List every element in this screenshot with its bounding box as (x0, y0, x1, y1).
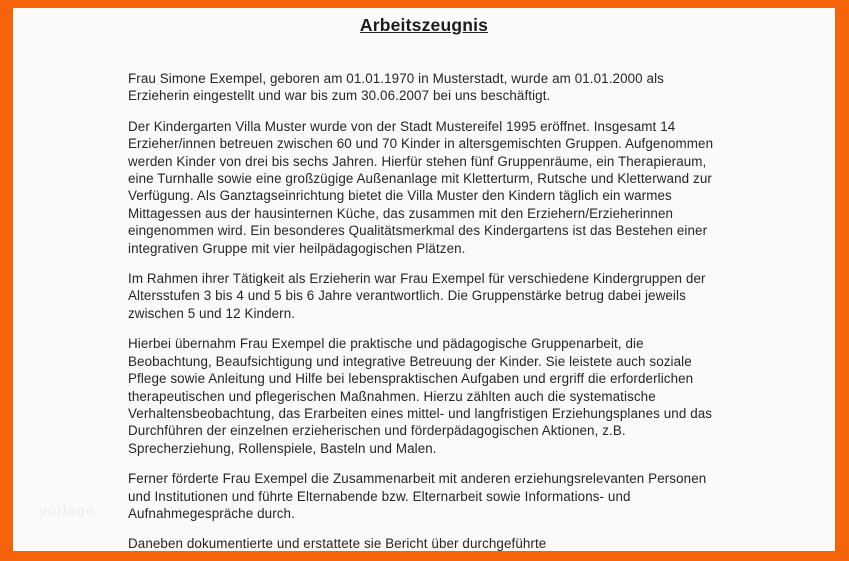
paragraph-cooperation: Ferner förderte Frau Exempel die Zusammenarbeit mit anderen erziehungsrelevanten Personen und Institutionen und führte Elternabende bzw. Elternarbeit sowie Informations- und Aufnahmegespräche durch. (128, 471, 707, 521)
document-body (128, 70, 722, 551)
paragraph-truncated: Daneben dokumentierte und erstattete sie Bericht über durchgeführte (128, 536, 547, 551)
document-title: Arbeitszeugnis (359, 15, 489, 35)
paragraph-intro: Frau Simone Exempel, geboren am 01.01.1970 in Musterstadt, wurde am 01.01.2000 als Erzieherin eingestellt und war bis zum 30.06.2007 bei uns beschäftigt. (128, 71, 664, 104)
paragraph-tasks: Hierbei übernahm Frau Exempel die praktische und pädagogische Gruppenarbeit, die Beobachtung, Beaufsichtigung und integrative Betreuung der Kinder. Sie leistete auch soziale Pflege sowie Anleitung und Hilfe bei lebenspraktischen Aufgaben und ergriff die erforderlichen therapeutischen und pflegerischen Maßnahmen. Hierzu zählten auch die systematische Verhaltensbeobachtung, das Erarbeiten eines mittel- und langfristigen Erziehungsplanes und das Durchführen der einzelnen erzieherischen und förderpädagogischen Aktionen, z.B. Sprecherziehung, Rollenspiele, Basteln und Malen. (128, 336, 713, 456)
watermark-text: vorlage (39, 502, 96, 519)
document-page (13, 8, 835, 551)
paragraph-kindergarten-description: Der Kindergarten Villa Muster wurde von der Stadt Mustereifel 1995 eröffnet. Insgesamt 14 Erzieher/innen betreuen zwischen 60 und 70 Kinder in altersgemischten Gruppen. Aufgenommen werden Kinder von drei bis sechs Jahren. Hierfür stehen fünf Gruppenräume, ein Therapieraum, eine Turnhalle sowie eine großzügige Außenanlage mit Kletterturm, Rutsche und Kletterwand zur Verfügung. Als Ganztagseinrichtung bietet die Villa Muster den Kindern täglich ein warmes Mittagessen aus der hausinternen Küche, das zusammen mit den Erziehern/Erzieherinnen eingenommen wird. Ein besonderes Qualitätsmerkmal des Kindergartens ist das Bestehen einer integrativen Gruppe mit vier heilpädagogischen Plätzen. (128, 118, 714, 256)
paragraph-responsibilities: Im Rahmen ihrer Tätigkeit als Erzieherin war Frau Exempel für verschiedene Kindergruppen der Altersstufen 3 bis 4 und 5 bis 6 Jahre verantwortlich. Die Gruppenstärke betrug dabei jeweils zwischen 5 und 12 Kindern. (128, 271, 706, 321)
